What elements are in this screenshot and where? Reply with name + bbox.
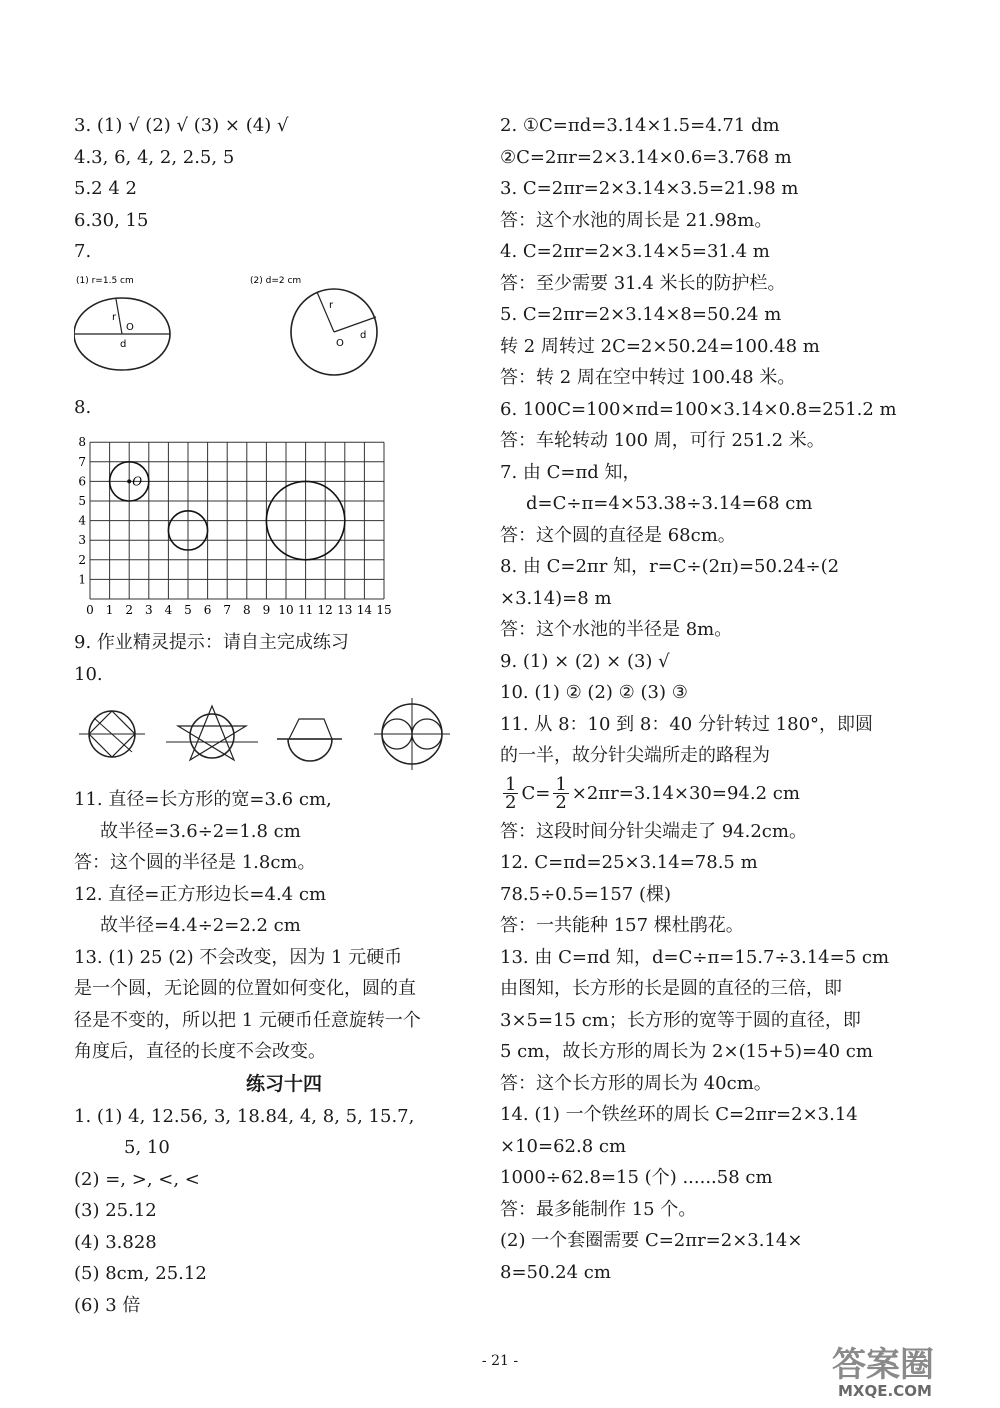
label-o: O (126, 321, 134, 333)
left-column (74, 110, 494, 1321)
star-in-circle (166, 706, 258, 760)
trapezoid-semicircle (277, 719, 342, 761)
answer-line: 答：这个圆的半径是 1.8cm。 (74, 852, 316, 873)
answer-line: 答：这个水池的周长是 21.98m。 (500, 209, 773, 231)
label-r: r (112, 311, 117, 323)
radius-line (334, 317, 376, 332)
answer-line: 答：一共能种 157 棵杜鹃花。 (500, 915, 744, 936)
answer-line: (2) =, >, <, < (74, 1168, 200, 1190)
two-circles-in-circle (374, 698, 450, 770)
answer-line: 10. (74, 663, 103, 685)
section-title: 练习十四 (245, 1072, 322, 1095)
answer-line: 3×5=15 cm；长方形的宽等于圆的直径，即 (500, 1009, 861, 1031)
figure-constructions-q10 (74, 694, 474, 774)
y-tick-label: 4 (78, 513, 86, 528)
watermark-small-text: MXQE.COM (838, 1382, 932, 1400)
radius-line (317, 292, 334, 332)
answer-line: 答：这个水池的半径是 8m。 (500, 619, 733, 640)
x-tick-label: 4 (164, 603, 173, 617)
answer-line: (5) 8cm, 25.12 (74, 1263, 207, 1284)
answer-line: 13. (1) 25 (2) 不会改变，因为 1 元硬币 (74, 946, 403, 968)
answer-line: ②C=2πr=2×3.14×0.6=3.768 m (500, 146, 792, 168)
answer-line: 故半径=4.4÷2=2.2 cm (100, 915, 301, 936)
answer-line: 12. 直径=正方形边长=4.4 cm (74, 883, 327, 905)
x-tick-label: 11 (297, 603, 314, 617)
x-tick-label: 9 (262, 603, 271, 617)
answer-line: (4) 3.828 (74, 1231, 157, 1253)
x-tick-label: 1 (105, 603, 114, 617)
answer-line: 径是不变的，所以把 1 元硬币任意旋转一个 (74, 1009, 421, 1031)
answer-line: 的一半，故分针尖端所走的路程为 (500, 745, 770, 766)
answer-line: 8. (74, 396, 92, 418)
fraction-half: $\frac{1}{2}$ (555, 774, 567, 813)
y-tick-label: 5 (78, 494, 86, 508)
watermark-logo (830, 1342, 980, 1400)
answer-line: 13. 由 C=πd 知，d=C÷π=15.7÷3.14=5 cm (500, 946, 890, 968)
answer-line: 7. (74, 241, 92, 262)
answer-line: 4.3, 6, 4, 2, 2.5, 5 (74, 146, 235, 168)
x-tick-label: 14 (356, 603, 373, 617)
answer-line: 角度后，直径的长度不会改变。 (74, 1041, 326, 1062)
coordinate-grid (74, 427, 404, 617)
watermark-big-text: 答案圈 (832, 1345, 934, 1385)
answer-line: 答：这个长方形的周长为 40cm。 (500, 1072, 772, 1094)
fig7-label-2: (2) d=2 cm (250, 275, 302, 286)
answer-line: ×10=62.8 cm (500, 1135, 627, 1157)
answer-line: (3) 25.12 (74, 1200, 157, 1221)
x-tick-label: 10 (278, 603, 294, 617)
x-tick-label: 8 (242, 603, 251, 617)
answer-line: 答：这个圆的直径是 68cm。 (500, 524, 736, 546)
label-d: d (120, 338, 127, 350)
figure-circles-q7 (74, 272, 404, 382)
answer-line: 3. (1) √ (2) √ (3) × (4) √ (74, 115, 289, 136)
center-label: O (132, 474, 143, 489)
right-column (500, 110, 900, 1288)
answer-line: 2. ①C=πd=3.14×1.5=4.71 dm (500, 115, 780, 136)
answer-line: 3. C=2πr=2×3.14×3.5=21.98 m (500, 178, 799, 199)
y-tick-label: 6 (78, 474, 86, 489)
answer-line: 11. 直径=长方形的宽=3.6 cm, (74, 789, 332, 810)
answer-line: 9. 作业精灵提示：请自主完成练习 (74, 632, 349, 653)
answer-line: 6. 100C=100×πd=100×3.14×0.8=251.2 m (500, 398, 897, 420)
page-number: - 21 - (481, 1353, 519, 1369)
answer-line: d=C÷π=4×53.38÷3.14=68 cm (526, 493, 813, 514)
answer-line: 8. 由 C=2πr 知，r=C÷(2π)=50.24÷(2 (500, 556, 840, 577)
x-tick-label: 13 (337, 603, 353, 617)
y-tick-label: 2 (78, 552, 86, 567)
y-tick-label: 1 (78, 572, 86, 587)
answer-line: 10. (1) ② (2) ② (3) ③ (500, 682, 688, 703)
answer-line: 1. (1) 4, 12.56, 3, 18.84, 4, 8, 5, 15.7, (74, 1105, 415, 1127)
label-o: O (336, 337, 344, 349)
y-tick-label: 3 (78, 533, 86, 548)
y-tick-label: 7 (78, 454, 86, 469)
answer-line: 5.2 4 2 (74, 178, 137, 199)
answer-line: 答：转 2 周在空中转过 100.48 米。 (500, 367, 796, 388)
answer-line: 答：这段时间分针尖端走了 94.2cm。 (500, 820, 807, 842)
y-tick-label: 8 (78, 435, 86, 450)
answer-line: 转 2 周转过 2C=2×50.24=100.48 m (500, 335, 820, 357)
answer-line: (6) 3 倍 (74, 1294, 141, 1316)
fraction-half: $\frac{1}{2}$ (505, 774, 517, 813)
answer-line: 故半径=3.6÷2=1.8 cm (100, 820, 301, 842)
answer-line: 由图知，长方形的长是圆的直径的三倍，即 (500, 978, 842, 999)
fig7-label-1: (1) r=1.5 cm (76, 275, 134, 286)
answer-line: 5, 10 (124, 1137, 170, 1158)
answer-line: 6.30, 15 (74, 209, 149, 231)
answer-line: 4. C=2πr=2×3.14×5=31.4 m (500, 241, 770, 262)
answer-line: 5. C=2πr=2×3.14×8=50.24 m (500, 304, 782, 325)
label-d: d (360, 329, 367, 341)
answer-line: (2) 一个套圈需要 C=2πr=2×3.14× (500, 1230, 803, 1251)
x-tick-label: 12 (317, 603, 333, 617)
x-tick-label: 3 (144, 603, 153, 617)
answer-line: 8=50.24 cm (500, 1261, 611, 1283)
x-tick-label: 7 (223, 603, 232, 617)
answer-line: 1000÷62.8=15 (个) ......58 cm (500, 1167, 773, 1188)
answer-line: 12. C=πd=25×3.14=78.5 m (500, 852, 758, 873)
label-r: r (329, 299, 334, 311)
fraction-formula: $\frac{1}{2}$ C= $\frac{1}{2}$ ×2πr=3.14×30=94.2 cm (505, 774, 800, 813)
answer-line: 答：车轮转动 100 周，可行 251.2 米。 (500, 430, 825, 451)
answer-line: 11. 从 8：10 到 8：40 分针转过 180°，即圆 (500, 713, 874, 735)
x-tick-label: 6 (203, 603, 212, 617)
answer-line: 答：最多能制作 15 个。 (500, 1198, 697, 1220)
answer-line: 7. 由 C=πd 知， (500, 461, 641, 483)
answer-line: 9. (1) × (2) × (3) √ (500, 650, 670, 672)
circle-with-square (79, 711, 145, 757)
x-tick-label: 2 (125, 603, 134, 617)
answer-line: 答：至少需要 31.4 米长的防护栏。 (500, 272, 786, 294)
x-tick-label: 15 (376, 603, 392, 617)
center-point (127, 479, 131, 483)
answer-line: 是一个圆，无论圆的位置如何变化，圆的直 (74, 978, 416, 999)
answer-line: ×3.14)=8 m (500, 587, 612, 609)
x-tick-label: 5 (184, 603, 192, 617)
answer-line: 14. (1) 一个铁丝环的周长 C=2πr=2×3.14 (500, 1104, 858, 1125)
answer-line: 5 cm，故长方形的周长为 2×(15+5)=40 cm (500, 1041, 873, 1062)
radius-line (116, 299, 122, 334)
answer-line: 78.5÷0.5=157 (棵) (500, 883, 671, 905)
x-tick-label: 0 (86, 603, 94, 617)
